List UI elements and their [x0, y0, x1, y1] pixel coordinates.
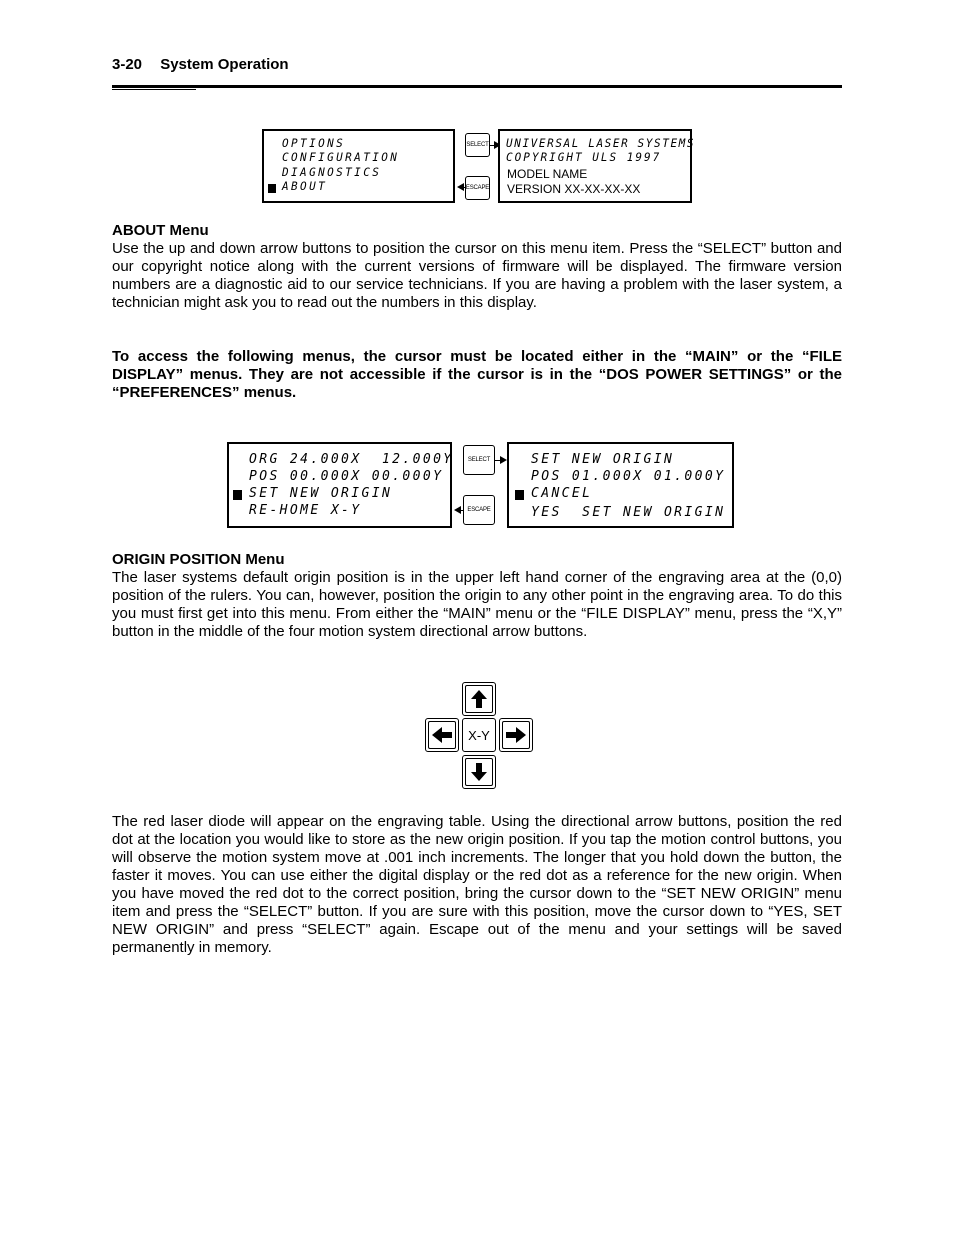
menu-cursor-icon — [268, 184, 276, 193]
select-button[interactable]: SELECT — [463, 445, 495, 475]
lcd-line-version: VERSION XX-XX-XX-XX — [507, 182, 641, 196]
lcd-line-pos: POS 01.000X 01.000Y — [531, 468, 726, 485]
access-note: To access the following menus, the cursor must be located either in the “MAIN” or the “FILE DISPLAY” menus. They are not accessible if the cursor is in the “DOS POWER SETTINGS” or the “PREFERENCES” menus. — [112, 348, 842, 401]
escape-button[interactable]: ESCAPE — [465, 176, 490, 200]
header-rule-accent — [112, 89, 196, 90]
lcd-line-set-new-origin: SET NEW ORIGIN — [249, 485, 393, 502]
lcd-line-org: ORG 24.000X 12.000Y — [249, 451, 454, 468]
arrow-left-icon — [461, 187, 465, 188]
x-y-button-label: X-Y — [468, 727, 490, 743]
select-button[interactable]: SELECT — [465, 133, 490, 157]
about-left-display — [262, 129, 455, 203]
origin-menu-paragraph: The laser systems default origin position is in the upper left hand corner of the engraving area at the (0,0) position of the rulers. You can, however, position the origin to any other point in the engraving area. To do this you must first get into this menu. From either the “MAIN” menu or the “FILE DISPLAY” menu, press the “X,Y” button in the middle of the four motion system directional arrow buttons. — [112, 569, 842, 640]
lcd-line-model: MODEL NAME — [507, 167, 588, 181]
arrow-right-head-icon — [500, 456, 507, 464]
lcd-line-diagnostics: DIAGNOSTICS — [282, 165, 382, 180]
lcd-line-cancel: CANCEL — [531, 485, 593, 502]
origin-menu-heading: ORIGIN POSITION Menu — [112, 551, 285, 568]
lcd-line-options: OPTIONS — [282, 136, 346, 151]
about-right-display — [498, 129, 696, 203]
arrow-up-icon — [470, 689, 488, 709]
x-y-button[interactable] — [462, 718, 496, 752]
menu-cursor-icon — [233, 490, 242, 500]
arrow-down-icon — [470, 762, 488, 782]
arrow-right-icon — [505, 726, 527, 744]
lcd-line-rehome: RE-HOME X-Y — [249, 502, 362, 519]
about-menu-paragraph: Use the up and down arrow buttons to position the cursor on this menu item. Press the “SELECT” button and our copyright notice along with the current versions of firmware will be displayed. The firmware version numbers are a diagnostic aid to our service technicians. If you are having a problem with the laser system, a technician might ask you to read out the numbers in this display. — [112, 240, 842, 311]
arrow-left-icon — [459, 510, 463, 511]
lcd-line-configuration: CONFIGURATION — [282, 150, 400, 165]
lcd-line-set-new-origin: SET NEW ORIGIN — [531, 451, 675, 468]
origin-instructions-paragraph: The red laser diode will appear on the engraving table. Using the directional arrow buttons, position the red dot at the location you would like to store as the new origin position. If you tap the motion control buttons, you will observe the motion system move at .001 inch increments. The longer that you hold down the button, the faster it moves. You can use either the digital display or the red dot as a reference for the new origin. When you have moved the red dot to the correct position, bring the cursor down to the “SET NEW ORIGIN” menu item and press the “SELECT” button. If you are sure with this position, move the cursor down to “YES, SET NEW ORIGIN” and press “SELECT” again. Escape out of the menu and your settings will be saved permanently in memory. — [112, 813, 842, 956]
page-number: 3-20 — [112, 56, 143, 73]
page-header — [112, 56, 289, 73]
section-title: System Operation — [160, 56, 289, 73]
about-menu-heading: ABOUT Menu — [112, 222, 209, 239]
lcd-line-yes-set-new-origin: YES SET NEW ORIGIN — [531, 504, 726, 521]
origin-left-display — [227, 442, 452, 528]
lcd-line-copyright: COPYRIGHT ULS 1997 — [506, 150, 662, 165]
right-arrow-button[interactable] — [499, 718, 533, 752]
left-arrow-button[interactable] — [425, 718, 459, 752]
lcd-line-company: UNIVERSAL LASER SYSTEMS — [506, 136, 696, 151]
menu-cursor-icon — [515, 490, 524, 500]
lcd-line-about: ABOUT — [282, 179, 328, 194]
down-arrow-button[interactable] — [462, 755, 496, 789]
header-rule — [112, 85, 842, 88]
arrow-left-icon — [431, 726, 453, 744]
escape-button[interactable]: ESCAPE — [463, 495, 495, 525]
origin-right-display — [507, 442, 734, 528]
lcd-line-pos: POS 00.000X 00.000Y — [249, 468, 444, 485]
up-arrow-button[interactable] — [462, 682, 496, 716]
